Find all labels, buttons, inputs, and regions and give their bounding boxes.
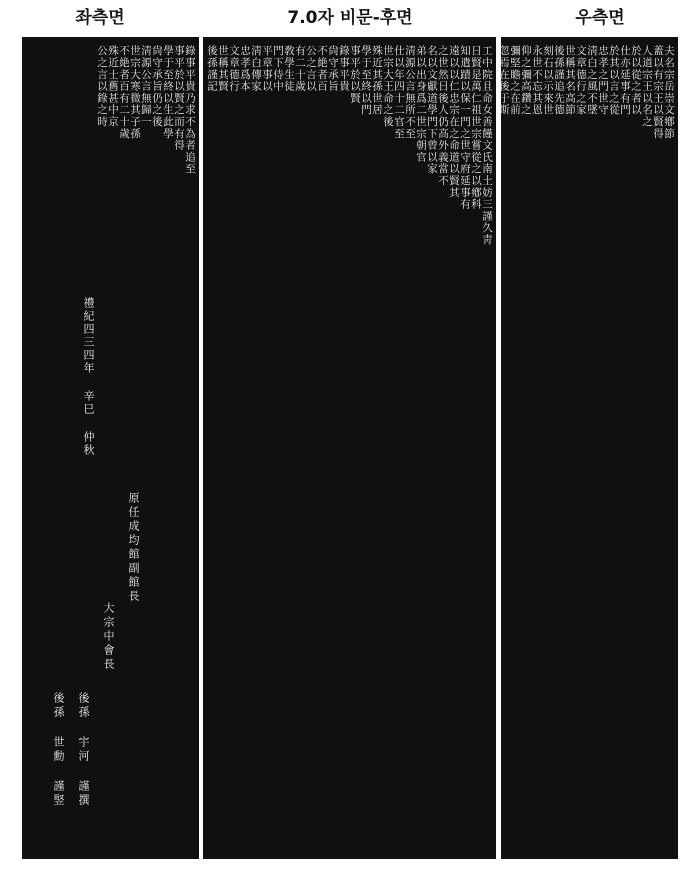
text-column: 於其以言之從 <box>608 45 620 116</box>
text-column: 永世不忘其恩 <box>531 45 543 116</box>
text-column: 人道宗王以名之 <box>641 45 653 128</box>
text-column: 學于至終以門 <box>360 45 372 116</box>
header-left: 좌측면 <box>75 8 125 28</box>
text-column: 夫名宗岳崇文鄕節 <box>663 45 675 140</box>
text-column: 忽焉在後于斯 <box>498 45 510 116</box>
text-column: 名以文獻道學門下曾以家 <box>426 45 438 175</box>
text-column: 錄事平貴 <box>338 45 350 93</box>
text-column: 事平於以賢之而有得 <box>173 45 185 152</box>
text-column: 文章德行之家 <box>575 45 587 116</box>
text-column: 敎學生徒 <box>283 45 295 93</box>
text-column: 日賢是萬仁祖世宗嘗從之以鄕科 <box>470 45 482 211</box>
left-side-panel <box>22 37 199 859</box>
text-column: 仰之彌高鑽之 <box>520 45 532 116</box>
text-column: 尙守承旨仍之後 <box>151 45 163 128</box>
text-column: 知遣蹟以保一門之世守府延事有 <box>459 45 471 211</box>
text-column: 門下侍中 <box>272 45 284 93</box>
text-column: 不絶者百有二十歲 <box>118 45 130 140</box>
signature-2: 大宗中會長 <box>102 602 115 672</box>
text-column: 世宗大寒微其子孫 <box>129 45 141 140</box>
text-column: 殊近士舊甚中京 <box>107 45 119 128</box>
text-column: 仕亦延事有門 <box>619 45 631 116</box>
text-column: 蓋以有宗王以賢得 <box>652 45 664 140</box>
text-column: 之世然日後人仍高外義當不 <box>437 45 449 187</box>
text-column: 淸白之風不墜 <box>586 45 598 116</box>
header-right: 우측면 <box>575 8 625 28</box>
text-column: 淸白傳家 <box>250 45 262 93</box>
text-column: 不絶者百 <box>316 45 328 93</box>
text-column: 世稱其賢 <box>217 45 229 93</box>
text-column: 淸源公言無所不至 <box>404 45 416 140</box>
text-column: 公之言以錄之時 <box>96 45 108 128</box>
text-column: 弟以出身爲二世宗朝官 <box>415 45 427 163</box>
text-column: 工中院且命女善饉文氏南土妨三謹久靑 <box>481 45 493 246</box>
text-column: 於以從之者以 <box>630 45 642 116</box>
signature-1: 原任成均館副館長 <box>127 492 140 604</box>
center-text-columns <box>207 45 492 851</box>
text-column: 忠孝之門世守 <box>597 45 609 116</box>
text-column: 彌堅瞻之在前 <box>509 45 521 116</box>
text-column: 錄事平貴乃求不為者追至 <box>184 45 196 175</box>
text-column: 刻石以示來世 <box>542 45 554 116</box>
right-text-columns <box>498 45 675 851</box>
text-column: 世宗大王命之後 <box>382 45 394 128</box>
date-line: 禮紀四三四年 辛巳 仲秋 <box>82 297 95 457</box>
text-column: 忠孝爲本 <box>239 45 251 93</box>
text-column: 後孫謹追先德 <box>553 45 565 116</box>
text-column: 有二十歲 <box>294 45 306 93</box>
signature-4: 後孫 世勳 謹竪 <box>52 692 65 808</box>
signature-3: 後孫 宇河 謹撰 <box>77 692 90 808</box>
text-column: 學于至終以生此學 <box>162 45 174 140</box>
text-column: 殊近其孫世居 <box>371 45 383 116</box>
text-column: 後孫謹記 <box>206 45 218 93</box>
text-column: 遠以以仁忠宗在之命道以賢其 <box>448 45 460 199</box>
text-column: 公之言以 <box>305 45 317 93</box>
text-column: 文章德行 <box>228 45 240 93</box>
center-back-panel <box>203 37 496 859</box>
text-column: 世稱其名高節 <box>564 45 576 116</box>
text-column: 仕以年四十二官至 <box>393 45 405 140</box>
text-column: 平章事以 <box>261 45 273 93</box>
right-side-panel <box>498 37 678 859</box>
header-center: 7.0자 비문-후면 <box>287 8 413 28</box>
text-column: 事平於以賢 <box>349 45 361 104</box>
signature-group <box>50 492 141 808</box>
text-column: 淸源公言無歸一 <box>140 45 152 128</box>
text-column: 尙守承旨 <box>327 45 339 93</box>
